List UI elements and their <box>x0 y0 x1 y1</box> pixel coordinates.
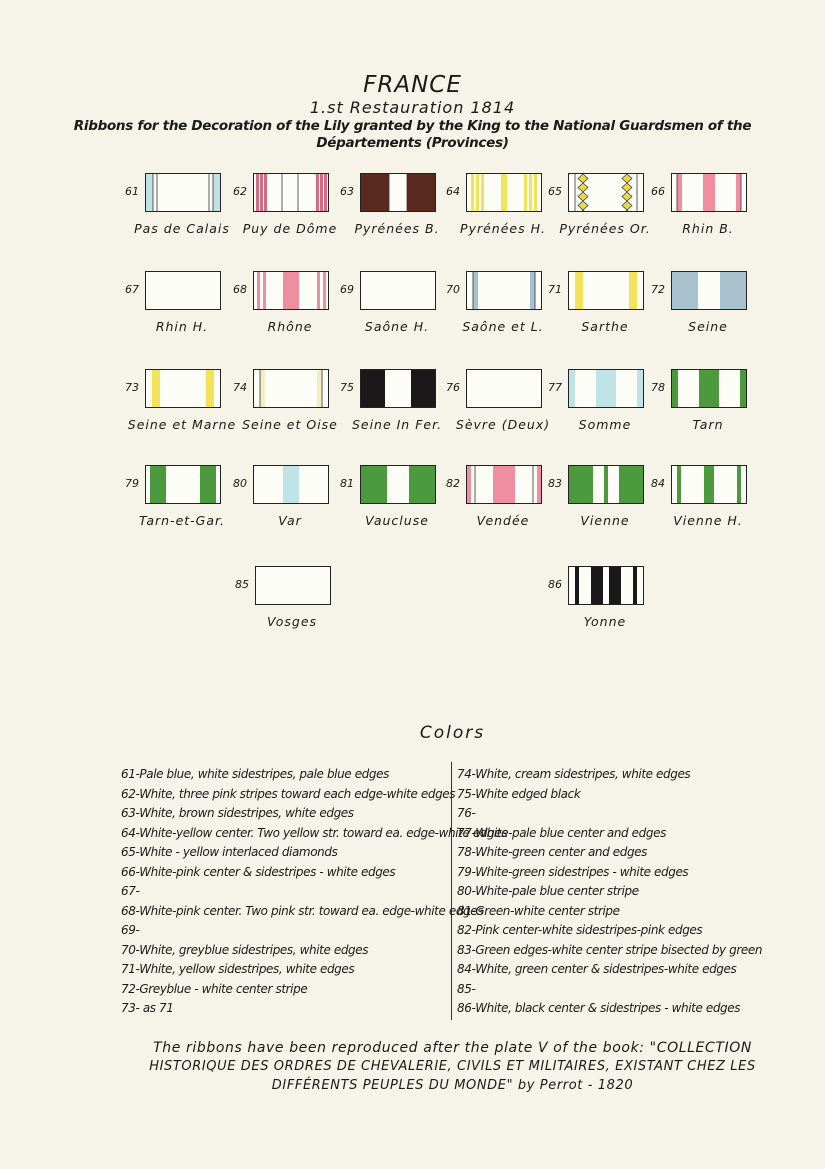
legend-entry: 61-Pale blue, white sidestripes, pale blue edges <box>121 767 389 781</box>
description-line-1: Ribbons for the Decoration of the Lily granted by the King to the National Guardsmen of the <box>73 118 752 134</box>
legend-entry: 84-White, green center & sidestripes-white edges <box>457 962 737 976</box>
ribbon-swatch <box>568 173 644 212</box>
ribbon-swatch <box>671 465 747 504</box>
ribbon-name: Vienne H. <box>673 513 743 528</box>
description-line-2: Départements (Provinces) <box>316 135 509 151</box>
legend-entry: 68-White-pink center. Two pink str. toward ea. edge-white edges <box>121 903 484 918</box>
legend-entry: 80-White-pale blue center stripe <box>457 884 639 898</box>
ribbon-name: Vosges <box>266 614 318 629</box>
ribbon-number: 86 <box>548 578 562 591</box>
ribbon-number: 66 <box>651 185 665 198</box>
ribbon-number: 64 <box>446 185 460 198</box>
legend-entry: 72-Greyblue - white center stripe <box>121 981 308 996</box>
ribbon-name: Seine In Fer. <box>351 417 443 432</box>
ribbon-number: 83 <box>548 477 562 490</box>
ribbon-number: 77 <box>548 381 562 394</box>
ribbon-number: 75 <box>340 381 354 394</box>
legend-entry: 73- as 71 <box>121 1001 174 1015</box>
ribbon-name: Seine et Marne <box>127 417 237 432</box>
legend-entry: 70-White, greyblue sidestripes, white edges <box>121 942 369 957</box>
ribbon-swatch <box>568 465 644 504</box>
ribbon-name: Saône et L. <box>462 319 544 334</box>
ribbon-swatch <box>145 465 221 504</box>
page-description <box>0 118 825 152</box>
ribbon-swatch <box>466 369 542 408</box>
ribbon-number: 68 <box>233 283 247 296</box>
ribbon-number: 79 <box>125 477 139 490</box>
legend-entry: 81-Green-white center stripe <box>457 903 620 918</box>
legend-entry: 83-Green edges-white center stripe bisected by green <box>457 942 763 957</box>
legend-entry: 67- <box>121 884 140 898</box>
legend-entry: 82-Pink center-white sidestripes-pink edges <box>457 923 703 937</box>
ribbon-swatch <box>671 271 747 310</box>
legend-entry: 66-White-pink center & sidestripes - white edges <box>121 864 396 879</box>
ribbon-number: 76 <box>446 381 460 394</box>
ribbon-number: 85 <box>235 578 249 591</box>
ribbon-number: 63 <box>340 185 354 198</box>
ribbon-name: Puy de Dôme <box>242 221 338 236</box>
ribbon-name: Somme <box>578 417 632 432</box>
ribbon-swatch <box>360 173 436 212</box>
ribbon-number: 74 <box>233 381 247 394</box>
ribbon-swatch <box>568 566 644 605</box>
ribbon-number: 71 <box>548 283 562 296</box>
ribbon-number: 81 <box>340 477 354 490</box>
page-subtitle: 1.st Restauration 1814 <box>309 98 516 117</box>
ribbon-name: Pyrénées B. <box>354 221 440 236</box>
ribbon-name: Seine <box>688 319 728 334</box>
legend-right-column <box>457 765 762 1019</box>
ribbon-swatch <box>255 566 331 605</box>
ribbon-name: Seine et Oise <box>242 417 338 432</box>
ribbon-swatch <box>671 173 747 212</box>
ribbon-name: Saône H. <box>364 319 430 334</box>
footer-line-2: HISTORIQUE DES ORDRES DE CHEVALERIE, CIVILS ET MILITAIRES, EXISTANT CHEZ LES <box>149 1059 756 1074</box>
ribbon-name: Pas de Calais <box>134 221 230 236</box>
footer-line-1: The ribbons have been reproduced after the plate V of the book: "COLLECTION <box>153 1040 752 1056</box>
ribbon-number: 62 <box>233 185 247 198</box>
legend-entry: 63-White, brown sidestripes, white edges <box>121 806 354 820</box>
ribbon-name: Vienne <box>580 513 630 528</box>
page-title: FRANCE <box>363 72 462 98</box>
legend-entry: 71-White, yellow sidestripes, white edges <box>121 962 355 976</box>
ribbon-name: Var <box>278 513 302 528</box>
ribbon-swatch <box>360 369 436 408</box>
ribbon-number: 67 <box>125 283 139 296</box>
ribbon-name: Sèvre (Deux) <box>455 417 551 432</box>
legend-entry: 65-White - yellow interlaced diamonds <box>121 845 338 859</box>
ribbon-swatch <box>145 173 221 212</box>
ribbon-swatch <box>360 465 436 504</box>
legend-entry: 75-White edged black <box>457 786 581 801</box>
ribbon-number: 73 <box>125 381 139 394</box>
ribbon-swatch <box>466 173 542 212</box>
legend-entry: 64-White-yellow center. Two yellow str. toward ea. edge-white edges <box>121 825 508 840</box>
legend-entry: 86-White, black center & sidestripes - white edges <box>457 1001 741 1015</box>
legend-entry: 76- <box>457 806 476 820</box>
ribbon-number: 65 <box>548 185 562 198</box>
ribbon-number: 84 <box>651 477 665 490</box>
legend-entry: 74-White, cream sidestripes, white edges <box>457 767 691 781</box>
ribbon-name: Tarn-et-Gar. <box>139 513 225 528</box>
ribbon-swatch <box>145 369 221 408</box>
ribbon-name: Yonne <box>583 614 627 629</box>
ribbon-swatch <box>253 271 329 310</box>
ribbon-name: Rhône <box>267 319 313 334</box>
ribbon-name: Tarn <box>692 417 724 432</box>
ribbon-name: Vaucluse <box>365 513 429 528</box>
legend-left-column <box>121 765 507 1019</box>
ribbon-number: 80 <box>233 477 247 490</box>
legend-entry: 77-White-pale blue center and edges <box>457 825 666 840</box>
ribbon-number: 72 <box>651 283 665 296</box>
ribbon-name: Sarthe <box>581 319 629 334</box>
ribbon-name: Pyrénées H. <box>460 221 546 236</box>
colors-title: Colors <box>419 723 486 743</box>
ribbon-number: 82 <box>446 477 460 490</box>
legend-entry: 79-White-green sidestripes - white edges <box>457 864 689 879</box>
ribbon-swatch <box>253 369 329 408</box>
ribbon-swatch <box>253 173 329 212</box>
ribbon-swatch <box>671 369 747 408</box>
legend-entry: 69- <box>121 923 140 937</box>
ribbon-number: 78 <box>651 381 665 394</box>
ribbon-swatch <box>253 465 329 504</box>
ribbon-swatch <box>568 271 644 310</box>
ribbon-name: Vendée <box>476 513 530 528</box>
ribbon-swatch <box>466 271 542 310</box>
ribbon-name: Rhin B. <box>682 221 734 236</box>
ribbon-number: 70 <box>446 283 460 296</box>
ribbon-number: 61 <box>125 185 139 198</box>
ribbon-name: Rhin H. <box>155 319 209 334</box>
ribbon-swatch <box>145 271 221 310</box>
legend-entry: 78-White-green center and edges <box>457 845 648 859</box>
legend-entry: 62-White, three pink stripes toward each edge-white edges <box>121 786 456 801</box>
ribbon-name: Pyrénées Or. <box>559 221 651 236</box>
ribbon-swatch <box>568 369 644 408</box>
ribbon-swatch <box>466 465 542 504</box>
legend-entry: 85- <box>457 981 476 996</box>
ribbon-swatch <box>360 271 436 310</box>
footer-line-3: DIFFÉRENTS PEUPLES DU MONDE" by Perrot - 1820 <box>271 1078 634 1093</box>
ribbon-number: 69 <box>340 283 354 296</box>
